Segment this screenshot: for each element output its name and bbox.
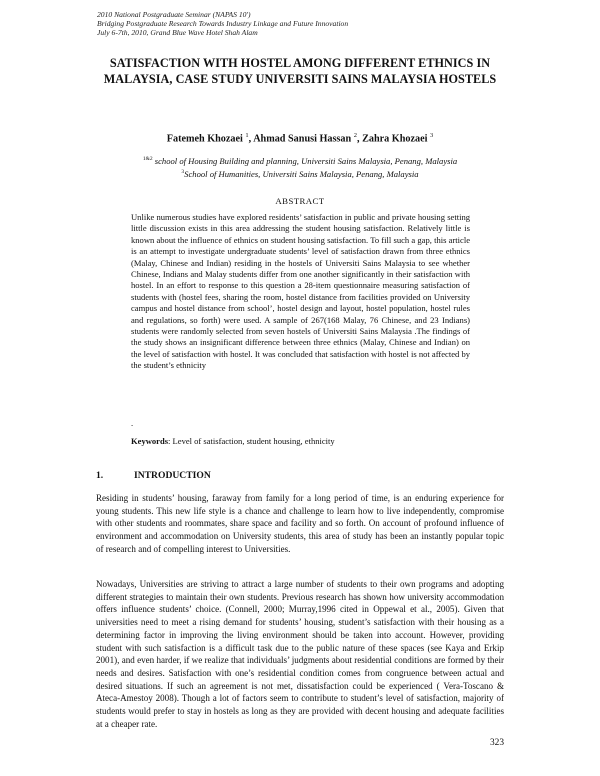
conference-header xyxy=(97,10,517,37)
affiliation-text: School of Humanities, Universiti Sains Malaysia, Penang, Malaysia xyxy=(184,169,419,180)
conference-line: July 6-7th, 2010, Grand Blue Wave Hotel Shah Alam xyxy=(97,28,258,37)
paper-title: SATISFACTION WITH HOSTEL AMONG DIFFERENT ETHNICS IN MALAYSIA, CASE STUDY UNIVERSITI SAINS MALAYSIA HOSTELS xyxy=(103,56,497,86)
author-mark: 3 xyxy=(429,132,434,139)
section-title: INTRODUCTION xyxy=(134,470,211,481)
author-name: Zahra Khozaei xyxy=(362,133,428,145)
author-separator: , xyxy=(356,133,363,145)
section-heading xyxy=(96,470,516,481)
author-separator: , xyxy=(248,133,254,145)
author-mark: 1 xyxy=(245,132,249,139)
keywords xyxy=(131,436,491,446)
author-mark: 2 xyxy=(353,132,357,139)
affiliations xyxy=(80,154,520,181)
page-number: 323 xyxy=(489,738,504,748)
affiliation-line xyxy=(80,167,520,180)
affiliation-line xyxy=(80,154,520,167)
abstract-heading: ABSTRACT xyxy=(275,196,325,206)
affiliation-mark: 3 xyxy=(181,169,185,176)
conference-line: Bridging Postgraduate Research Towards Industry Linkage and Future Innovation xyxy=(97,19,349,28)
section-number: 1. xyxy=(96,470,104,481)
abstract-end-mark: . xyxy=(131,418,134,428)
abstract-text: Unlike numerous studies have explored residents’ satisfaction in public and private housing setting little discussion exists in this area addressing the student housing satisfaction. Relatively little is known about the influence of ethnics on student housing satisfaction. To fill such a gap, this article is an attempt to investigate undergraduate students’ level of satisfaction drawn from three ethnics (Malay, Chinese and Indian) residing in the hostels of Universiti Sains Malaysia to see whether Chinese, Indians and Malay students differ from one another significantly in their satisfaction with hostel. In an effort to response to this question a 28-item questionnaire measuring satisfaction of students with (hostel fees, sharing the room, hostel distance from facilities provided on University campus and hostel distance from school’, hostel design and layout, hostel population, hostel rules and regulations, so forth) were used. A sample of 267(168 Malay, 76 Chinese, and 23 Indians) students were randomly selected from seven hostels of Universiti Sains Malaysia .The findings of the study shows an insignificant difference between three ethnics (Malay, Chinese and Indian) on the level of satisfaction with hostel. It was concluded that satisfaction with hostel is not affected by the student’s ethnicity xyxy=(131,212,470,371)
keywords-text: : Level of satisfaction, student housing, ethnicity xyxy=(168,436,335,446)
keywords-label: Keywords xyxy=(131,436,169,446)
body-paragraph: Residing in students’ housing, faraway from family for a long period of time, is an enduring experience for young students. This new life style is a chance and challenge to learn how to live independently, compromise with other students and roommates, share space and facility and so forth. On account of profound influence of environment and accommodation on University students, this area of study has been an instantly popular topic of research and of compelling interest to Universities. xyxy=(96,493,504,554)
conference-line: 2010 National Postgraduate Seminar (NAPAS 10') xyxy=(97,10,251,19)
body-paragraph: Nowadays, Universities are striving to attract a large number of students to their own programs and adopting different strategies to maintain their own students. Previous research has shown how university accommodation offers influence students’ choice. (Connell, 2000; Murray,1996 cited in Oppewal et al., 2005). Given that universities need to meet a rising demand for students’ housing, student’s satisfaction with their housing as a determining factor in improving the living environment should be taken into account. However, providing student with such satisfaction is a difficult task due to the public nature of these spaces (see Kaya and Erkip 2001), and even harder, if we realize that individuals’ judgments about residential conditions are formed by their needs and desires. Satisfaction with one’s residential condition comes from congruence between actual and desired situations. If such an agreement is not met, dissatisfaction could be experienced ( Vera-Toscano & Ateca-Amestoy 2008). Though a lot of factors seem to contribute to student’s level of satisfaction, majority of students would prefer to stay in hostels as long as they are provided with decent housing and adequate facilities at a cheaper rate. xyxy=(96,579,504,729)
author-name: Fatemeh Khozaei xyxy=(166,133,243,145)
affiliation-text: school of Housing Building and planning, Universiti Sains Malaysia, Penang, Malaysia xyxy=(152,155,458,166)
affiliation-mark: 1&2 xyxy=(142,156,153,162)
author-name: Ahmad Sanusi Hassan xyxy=(253,133,352,145)
author-list xyxy=(90,130,510,145)
